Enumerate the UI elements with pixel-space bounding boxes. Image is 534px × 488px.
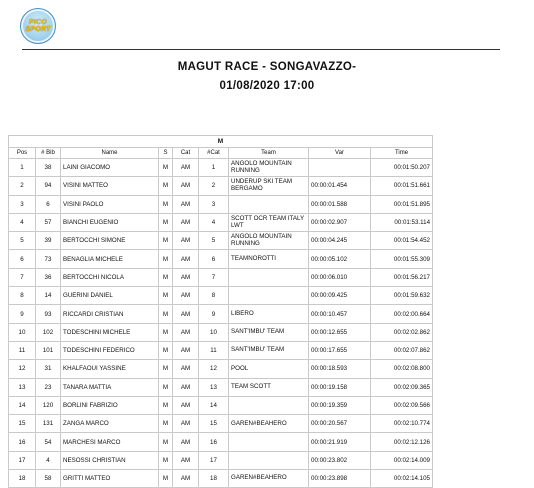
cell-team: GAREN#BEAHERO xyxy=(229,470,309,488)
table-row xyxy=(9,213,433,231)
cell-catpos: 3 xyxy=(199,195,229,213)
table-row xyxy=(9,451,433,469)
cell-var xyxy=(309,159,371,177)
cell-sex: M xyxy=(159,159,173,177)
cell-cat: AM xyxy=(173,451,199,469)
cell-name: LAINI GIACOMO xyxy=(61,159,159,177)
cell-var: 00:00:20.567 xyxy=(309,415,371,433)
col-header-var: Var xyxy=(309,148,371,159)
cell-catpos: 4 xyxy=(199,213,229,231)
cell-var: 00:00:12.655 xyxy=(309,323,371,341)
cell-team: TEAM SCOTT xyxy=(229,378,309,396)
table-row xyxy=(9,323,433,341)
cell-sex: M xyxy=(159,470,173,488)
cell-time: 00:01:51.661 xyxy=(371,177,433,195)
cell-bib: 58 xyxy=(36,470,61,488)
cell-time: 00:02:08.800 xyxy=(371,360,433,378)
logo-text-line1: PICO xyxy=(29,19,47,26)
logo-text-line2: SPORT xyxy=(25,26,51,33)
cell-catpos: 12 xyxy=(199,360,229,378)
category-group-header: M xyxy=(9,136,433,148)
race-title: MAGUT RACE - SONGAVAZZO- xyxy=(177,61,357,73)
cell-name: VISINI MATTEO xyxy=(61,177,159,195)
cell-var: 00:00:10.457 xyxy=(309,305,371,323)
cell-pos: 7 xyxy=(9,268,36,286)
cell-bib: 57 xyxy=(36,213,61,231)
cell-pos: 12 xyxy=(9,360,36,378)
cell-time: 00:02:00.664 xyxy=(371,305,433,323)
col-header-bib: # Bib xyxy=(36,148,61,159)
cell-var: 00:00:05.102 xyxy=(309,250,371,268)
cell-cat: AM xyxy=(173,470,199,488)
cell-pos: 18 xyxy=(9,470,36,488)
cell-bib: 39 xyxy=(36,232,61,250)
cell-cat: AM xyxy=(173,396,199,414)
table-row xyxy=(9,232,433,250)
cell-name: BORLINI FABRIZIO xyxy=(61,396,159,414)
table-row xyxy=(9,159,433,177)
cell-pos: 3 xyxy=(9,195,36,213)
cell-name: BERTOCCHI SIMONE xyxy=(61,232,159,250)
cell-name: BENAGLIA MICHELE xyxy=(61,250,159,268)
cell-sex: M xyxy=(159,378,173,396)
results-table xyxy=(8,135,433,488)
table-row xyxy=(9,470,433,488)
cell-pos: 10 xyxy=(9,323,36,341)
cell-sex: M xyxy=(159,213,173,231)
cell-name: BERTOCCHI NICOLA xyxy=(61,268,159,286)
cell-pos: 11 xyxy=(9,341,36,359)
cell-name: GRITTI MATTEO xyxy=(61,470,159,488)
cell-cat: AM xyxy=(173,305,199,323)
cell-time: 00:01:50.207 xyxy=(371,159,433,177)
cell-sex: M xyxy=(159,268,173,286)
race-date-time: 01/08/2020 17:00 xyxy=(219,80,315,92)
cell-bib: 23 xyxy=(36,378,61,396)
cell-var: 00:00:23.898 xyxy=(309,470,371,488)
cell-bib: 54 xyxy=(36,433,61,451)
cell-catpos: 16 xyxy=(199,433,229,451)
cell-catpos: 6 xyxy=(199,250,229,268)
cell-team: POOL xyxy=(229,360,309,378)
cell-cat: AM xyxy=(173,232,199,250)
cell-pos: 16 xyxy=(9,433,36,451)
cell-catpos: 2 xyxy=(199,177,229,195)
cell-sex: M xyxy=(159,433,173,451)
cell-sex: M xyxy=(159,250,173,268)
cell-sex: M xyxy=(159,323,173,341)
cell-var: 00:00:06.010 xyxy=(309,268,371,286)
cell-name: TODESCHINI MICHELE xyxy=(61,323,159,341)
cell-pos: 2 xyxy=(9,177,36,195)
cell-time: 00:02:07.862 xyxy=(371,341,433,359)
cell-time: 00:02:14.105 xyxy=(371,470,433,488)
cell-cat: AM xyxy=(173,378,199,396)
cell-sex: M xyxy=(159,396,173,414)
cell-bib: 94 xyxy=(36,177,61,195)
cell-sex: M xyxy=(159,287,173,305)
results-body xyxy=(9,159,433,488)
cell-sex: M xyxy=(159,360,173,378)
cell-cat: AM xyxy=(173,195,199,213)
pico-sport-logo xyxy=(20,8,56,44)
cell-var: 00:00:01.588 xyxy=(309,195,371,213)
cell-pos: 5 xyxy=(9,232,36,250)
cell-catpos: 7 xyxy=(199,268,229,286)
cell-bib: 120 xyxy=(36,396,61,414)
cell-cat: AM xyxy=(173,360,199,378)
cell-time: 00:02:09.365 xyxy=(371,378,433,396)
cell-var: 00:00:23.802 xyxy=(309,451,371,469)
table-row xyxy=(9,433,433,451)
cell-bib: 31 xyxy=(36,360,61,378)
cell-sex: M xyxy=(159,451,173,469)
cell-team: ANGOLO MOUNTAIN RUNNING xyxy=(229,232,309,250)
cell-name: ZANGA MARCO xyxy=(61,415,159,433)
cell-bib: 38 xyxy=(36,159,61,177)
cell-team: GAREN#BEAHERO xyxy=(229,415,309,433)
cell-time: 00:02:12.126 xyxy=(371,433,433,451)
cell-var: 00:00:02.907 xyxy=(309,213,371,231)
cell-pos: 8 xyxy=(9,287,36,305)
cell-team: SCOTT OCR TEAM ITALY LWT xyxy=(229,213,309,231)
cell-bib: 73 xyxy=(36,250,61,268)
header-divider xyxy=(22,49,500,50)
cell-cat: AM xyxy=(173,433,199,451)
table-row xyxy=(9,268,433,286)
cell-time: 00:01:54.452 xyxy=(371,232,433,250)
col-header-team: Team xyxy=(229,148,309,159)
cell-time: 00:01:55.309 xyxy=(371,250,433,268)
cell-team: TEAMNOROTTI xyxy=(229,250,309,268)
cell-name: TANARA MATTIA xyxy=(61,378,159,396)
cell-var: 00:00:04.245 xyxy=(309,232,371,250)
table-row xyxy=(9,305,433,323)
cell-bib: 36 xyxy=(36,268,61,286)
cell-cat: AM xyxy=(173,213,199,231)
cell-team: LIBERO xyxy=(229,305,309,323)
cell-pos: 13 xyxy=(9,378,36,396)
cell-bib: 4 xyxy=(36,451,61,469)
cell-pos: 6 xyxy=(9,250,36,268)
col-header-sex: S xyxy=(159,148,173,159)
cell-var: 00:00:01.454 xyxy=(309,177,371,195)
cell-cat: AM xyxy=(173,177,199,195)
cell-pos: 15 xyxy=(9,415,36,433)
cell-catpos: 5 xyxy=(199,232,229,250)
cell-catpos: 17 xyxy=(199,451,229,469)
cell-pos: 4 xyxy=(9,213,36,231)
cell-bib: 131 xyxy=(36,415,61,433)
col-header-name: Name xyxy=(61,148,159,159)
table-row xyxy=(9,415,433,433)
cell-catpos: 1 xyxy=(199,159,229,177)
cell-team xyxy=(229,287,309,305)
cell-sex: M xyxy=(159,341,173,359)
cell-bib: 93 xyxy=(36,305,61,323)
cell-bib: 101 xyxy=(36,341,61,359)
cell-catpos: 18 xyxy=(199,470,229,488)
table-row xyxy=(9,378,433,396)
cell-time: 00:01:53.114 xyxy=(371,213,433,231)
cell-team: UNDERUP SKI TEAM BERGAMO xyxy=(229,177,309,195)
table-row xyxy=(9,396,433,414)
cell-time: 00:02:02.862 xyxy=(371,323,433,341)
cell-team xyxy=(229,451,309,469)
cell-team: ANGOLO MOUNTAIN RUNNING xyxy=(229,159,309,177)
cell-cat: AM xyxy=(173,415,199,433)
cell-cat: AM xyxy=(173,159,199,177)
cell-pos: 17 xyxy=(9,451,36,469)
cell-catpos: 10 xyxy=(199,323,229,341)
cell-var: 00:00:19.359 xyxy=(309,396,371,414)
cell-bib: 6 xyxy=(36,195,61,213)
col-header-pos: Pos xyxy=(9,148,36,159)
table-row xyxy=(9,341,433,359)
cell-time: 00:01:56.217 xyxy=(371,268,433,286)
cell-time: 00:01:59.632 xyxy=(371,287,433,305)
cell-name: RICCARDI CRISTIAN xyxy=(61,305,159,323)
cell-catpos: 13 xyxy=(199,378,229,396)
cell-var: 00:00:18.593 xyxy=(309,360,371,378)
cell-cat: AM xyxy=(173,323,199,341)
cell-cat: AM xyxy=(173,250,199,268)
table-row xyxy=(9,177,433,195)
cell-name: KHALFAOUI YASSINE xyxy=(61,360,159,378)
cell-pos: 9 xyxy=(9,305,36,323)
cell-team xyxy=(229,268,309,286)
table-row xyxy=(9,360,433,378)
cell-sex: M xyxy=(159,195,173,213)
cell-pos: 1 xyxy=(9,159,36,177)
cell-cat: AM xyxy=(173,341,199,359)
cell-catpos: 8 xyxy=(199,287,229,305)
cell-catpos: 11 xyxy=(199,341,229,359)
col-header-cat: Cat xyxy=(173,148,199,159)
cell-time: 00:02:14.009 xyxy=(371,451,433,469)
cell-time: 00:02:09.566 xyxy=(371,396,433,414)
cell-name: BIANCHI EUGENIO xyxy=(61,213,159,231)
cell-name: TODESCHINI FEDERICO xyxy=(61,341,159,359)
cell-time: 00:01:51.895 xyxy=(371,195,433,213)
table-row xyxy=(9,195,433,213)
cell-sex: M xyxy=(159,415,173,433)
table-row xyxy=(9,250,433,268)
cell-sex: M xyxy=(159,177,173,195)
cell-bib: 102 xyxy=(36,323,61,341)
cell-name: NESOSSI CHRISTIAN xyxy=(61,451,159,469)
cell-pos: 14 xyxy=(9,396,36,414)
cell-team xyxy=(229,396,309,414)
cell-name: VISINI PAOLO xyxy=(61,195,159,213)
cell-time: 00:02:10.774 xyxy=(371,415,433,433)
cell-team: SANT'IMBU' TEAM xyxy=(229,341,309,359)
cell-cat: AM xyxy=(173,268,199,286)
cell-var: 00:00:09.425 xyxy=(309,287,371,305)
cell-var: 00:00:21.919 xyxy=(309,433,371,451)
cell-team xyxy=(229,195,309,213)
cell-var: 00:00:19.158 xyxy=(309,378,371,396)
cell-catpos: 9 xyxy=(199,305,229,323)
cell-team: SANT'IMBU' TEAM xyxy=(229,323,309,341)
cell-catpos: 15 xyxy=(199,415,229,433)
cell-name: GUERINI DANIEL xyxy=(61,287,159,305)
table-row xyxy=(9,287,433,305)
col-header-catpos: #Cat xyxy=(199,148,229,159)
cell-team xyxy=(229,433,309,451)
cell-var: 00:00:17.655 xyxy=(309,341,371,359)
cell-sex: M xyxy=(159,305,173,323)
cell-catpos: 14 xyxy=(199,396,229,414)
cell-name: MARCHESI MARCO xyxy=(61,433,159,451)
col-header-time: Time xyxy=(371,148,433,159)
cell-sex: M xyxy=(159,232,173,250)
cell-bib: 14 xyxy=(36,287,61,305)
cell-cat: AM xyxy=(173,287,199,305)
